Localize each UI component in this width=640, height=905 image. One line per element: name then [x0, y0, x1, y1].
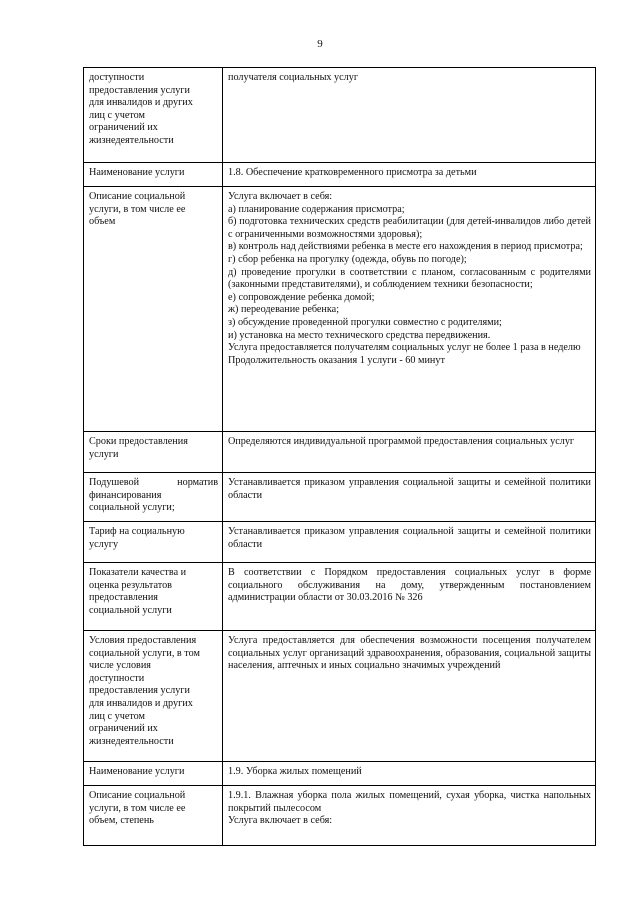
table-row	[84, 163, 596, 187]
label-line: ограничений их	[89, 723, 158, 735]
table-row	[84, 563, 596, 631]
row-value-cell	[223, 187, 596, 432]
table-row	[84, 187, 596, 432]
label-line: Наименование услуги	[89, 766, 185, 777]
value-text: Услуга предоставляется для обеспечения возможности посещения получателем социальных услуг организаций здравоохранения, образования, социальной защиты населения, аптечных и иных социально значимых учреждений	[228, 635, 591, 672]
label-line: доступности	[89, 72, 145, 83]
label-line: доступности	[89, 672, 145, 684]
row-label-cell	[84, 786, 223, 846]
value-text: Устанавливается приказом управления социальной защиты и семейной политики области	[228, 526, 591, 550]
label-line: предоставления	[89, 592, 158, 604]
row-label-cell	[84, 432, 223, 473]
table-row	[84, 631, 596, 762]
page-number: 9	[317, 38, 323, 50]
label-line: Описание социальной	[89, 790, 186, 801]
value-text: Услуга включает в себя:	[228, 815, 333, 827]
row-label-cell	[84, 163, 223, 187]
label-line: социальной услуги	[89, 604, 172, 616]
value-text: з) обсуждение проведенной прогулки совместно с родителями;	[228, 316, 502, 328]
value-text: и) установка на место технического средства передвижения.	[228, 329, 491, 341]
label-line: Показатели качества и	[89, 567, 187, 578]
row-label-cell	[84, 563, 223, 631]
value-text: Определяются индивидуальной программой предоставления социальных услуг	[228, 436, 575, 447]
row-value-cell	[223, 786, 596, 846]
value-text: Устанавливается приказом управления социальной защиты и семейной политики области	[228, 477, 591, 501]
label-line: лиц с учетом	[89, 710, 146, 722]
label-line: предоставления услуги	[89, 84, 190, 96]
label-line: услуги, в том числе ее	[89, 203, 186, 215]
value-text: получателя социальных услуг	[228, 72, 359, 83]
value-text: 1.9. Уборка жилых помещений	[228, 766, 362, 777]
value-text: 1.9.1. Влажная уборка пола жилых помещений, сухая уборка, чистка напольных покрытий пылесосом	[228, 790, 591, 814]
row-value-cell	[223, 522, 596, 563]
label-line: Описание социальной	[89, 191, 186, 202]
row-value-cell	[223, 473, 596, 522]
value-text: в) контроль над действиями ребенка в месте его нахождения в период присмотра;	[228, 241, 583, 253]
label-line: лиц с учетом	[89, 109, 146, 121]
value-text: Услуга предоставляется получателям социальных услуг не более 1 раза в неделю	[228, 342, 581, 354]
label-line: оценка результатов	[89, 579, 172, 591]
label-line: услуги	[89, 448, 119, 460]
row-label-cell	[84, 187, 223, 432]
label-line: Условия предоставления	[89, 635, 197, 646]
value-text: е) сопровождение ребенка домой;	[228, 291, 375, 303]
row-value-cell	[223, 762, 596, 786]
label-line: жизнедеятельности	[89, 134, 174, 146]
label-line: социальной услуги;	[89, 502, 175, 514]
table-row	[84, 432, 596, 473]
label-line: социальной услуги, в том	[89, 647, 200, 659]
label-line: объем, степень	[89, 815, 154, 827]
services-table	[83, 67, 596, 846]
table-row	[84, 68, 596, 163]
label-line: Сроки предоставления	[89, 436, 188, 447]
row-label-cell	[84, 522, 223, 563]
table-row	[84, 762, 596, 786]
label-line: ограничений их	[89, 122, 158, 134]
row-value-cell	[223, 163, 596, 187]
value-text: ж) переодевание ребенка;	[228, 304, 340, 316]
row-value-cell	[223, 563, 596, 631]
table-row	[84, 786, 596, 846]
label-line: для инвалидов и других	[89, 97, 193, 109]
label-line: для инвалидов и других	[89, 697, 193, 709]
label-line: числе условия	[89, 660, 151, 672]
label-line: Тариф на социальную	[89, 526, 185, 537]
label-line: финансирования	[89, 489, 162, 501]
table-row	[84, 473, 596, 522]
row-label-cell	[84, 473, 223, 522]
row-value-cell	[223, 631, 596, 762]
value-text: В соответствии с Порядком предоставления социальных услуг в форме социального обслуживания на дому, утвержденным постановлением администрации области от 30.03.2016 № 326	[228, 567, 591, 604]
label-line: объем	[89, 216, 116, 228]
row-value-cell	[223, 432, 596, 473]
label-line: услугу	[89, 538, 119, 550]
value-text: 1.8. Обеспечение кратковременного присмотра за детьми	[228, 167, 477, 178]
table-row	[84, 522, 596, 563]
label-line: Подушевой норматив	[89, 477, 218, 488]
value-text: д) проведение прогулки в соответствии с планом, согласованным с родителями (законными представителями), и соблюдением техники безопасности;	[228, 266, 591, 291]
row-value-cell	[223, 68, 596, 163]
row-label-cell	[84, 631, 223, 762]
value-text: Услуга включает в себя:	[228, 191, 333, 202]
label-line: Наименование услуги	[89, 167, 185, 178]
row-label-cell	[84, 68, 223, 163]
value-text: Продолжительность оказания 1 услуги - 60 минут	[228, 354, 445, 366]
label-line: услуги, в том числе ее	[89, 802, 186, 814]
value-text: а) планирование содержания присмотра;	[228, 203, 405, 215]
label-line: жизнедеятельности	[89, 735, 174, 747]
row-label-cell	[84, 762, 223, 786]
value-text: б) подготовка технических средств реабилитации (для детей-инвалидов либо детей с ограниченными возможностями здоровья);	[228, 216, 591, 240]
label-line: предоставления услуги	[89, 685, 190, 697]
value-text: г) сбор ребенка на прогулку (одежда, обувь по погоде);	[228, 253, 467, 265]
